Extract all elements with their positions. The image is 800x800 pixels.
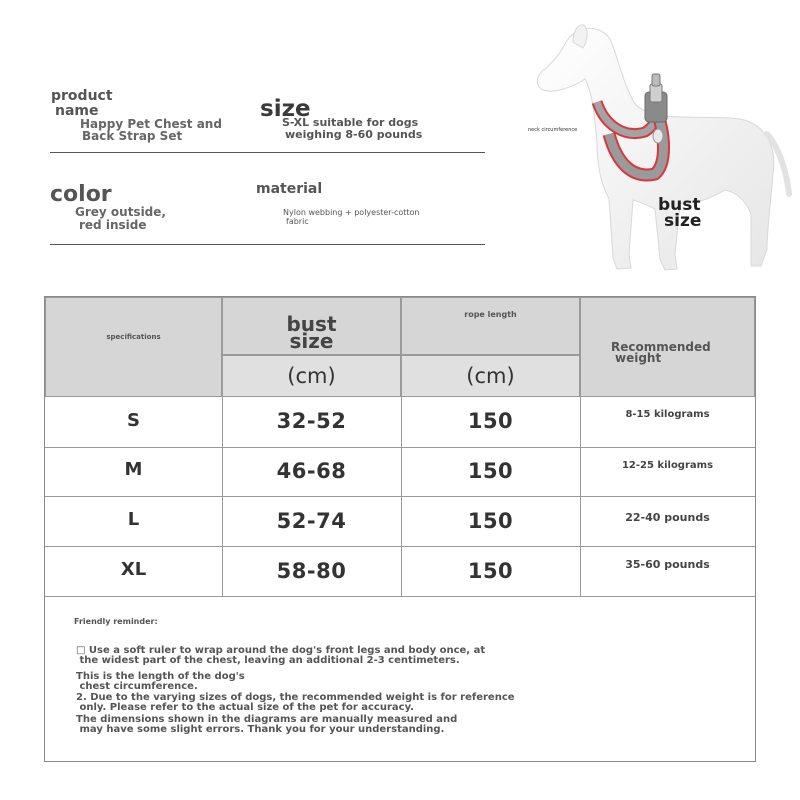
- material-value: Nylon webbing + polyester-cotton fabric: [283, 208, 420, 226]
- reminder-line: □ Use a soft ruler to wrap around the dog's front legs and body once, at: [76, 645, 486, 656]
- header-rope-length: rope length: [464, 310, 517, 319]
- reminder-title: Friendly reminder:: [74, 617, 158, 626]
- table-row-weight: 12-25 kilograms: [621, 460, 714, 471]
- table-row-bust: 58-80: [276, 559, 347, 583]
- reminder-line: The dimensions shown in the diagrams are manually measured and: [76, 714, 458, 725]
- header-bust-size: bust size: [286, 312, 337, 353]
- color-value: Grey outside, red inside: [75, 205, 166, 232]
- table-row-size: M: [124, 459, 143, 480]
- header-bust-unit-cell: [222, 355, 401, 397]
- table-row-weight: 22-40 pounds: [625, 511, 710, 524]
- size-value: S-XL suitable for dogs weighing 8-60 pounds: [282, 116, 423, 141]
- reminder-line: This is the length of the dog's: [76, 671, 245, 682]
- dog-mannequin-illustration: [505, 14, 795, 284]
- harness-tag: [653, 129, 663, 143]
- reminder-line: chest circumference.: [76, 681, 198, 692]
- header-weight-cell: [580, 297, 755, 397]
- divider: [50, 244, 485, 245]
- table-row-bust: 52-74: [276, 509, 347, 533]
- reminder-line: only. Please refer to the actual size of the pet for accuracy.: [76, 702, 414, 713]
- header-specifications: specifications: [106, 333, 161, 341]
- neck-circumference-label: neck circumference: [528, 127, 578, 133]
- table-row-bust: 46-68: [276, 459, 347, 483]
- divider: [50, 152, 485, 153]
- row-divider: [45, 596, 755, 597]
- product-name-label: product name: [51, 88, 113, 119]
- reminder-line: 2. Due to the varying sizes of dogs, the recommended weight is for reference: [76, 692, 515, 703]
- product-name-value: Happy Pet Chest and Back Strap Set: [80, 117, 222, 143]
- table-row-rope: 150: [467, 409, 514, 433]
- table-row-weight: 8-15 kilograms: [625, 409, 710, 420]
- row-divider: [45, 496, 755, 497]
- reminder-line: the widest part of the chest, leaving an additional 2-3 centimeters.: [76, 655, 460, 666]
- table-row-rope: 150: [467, 559, 514, 583]
- header-specifications-cell: [45, 297, 222, 397]
- table-row-size: L: [127, 509, 140, 530]
- header-bust-unit: (cm): [287, 364, 336, 388]
- color-label: color: [50, 182, 112, 207]
- header-rope-length-cell: [401, 297, 580, 355]
- harness-handle: [650, 84, 662, 102]
- bust-size-label: bust size: [658, 195, 702, 231]
- table-row-rope: 150: [467, 459, 514, 483]
- header-recommended-weight: Recommended weight: [611, 340, 711, 365]
- table-row-rope: 150: [467, 509, 514, 533]
- size-label: size: [260, 96, 311, 122]
- table-row-size: S: [127, 410, 140, 431]
- header-rope-unit: (cm): [466, 364, 515, 388]
- table-row-size: XL: [120, 559, 147, 580]
- header-bust-size-cell: [222, 297, 401, 355]
- reminder-line: may have some slight errors. Thank you for your understanding.: [76, 724, 445, 735]
- material-label: material: [256, 181, 323, 197]
- table-row-weight: 35-60 pounds: [625, 558, 710, 571]
- row-divider: [45, 447, 755, 448]
- row-divider: [45, 546, 755, 547]
- dog-body: [537, 28, 774, 270]
- table-row-bust: 32-52: [276, 409, 347, 433]
- header-rope-unit-cell: [401, 355, 580, 397]
